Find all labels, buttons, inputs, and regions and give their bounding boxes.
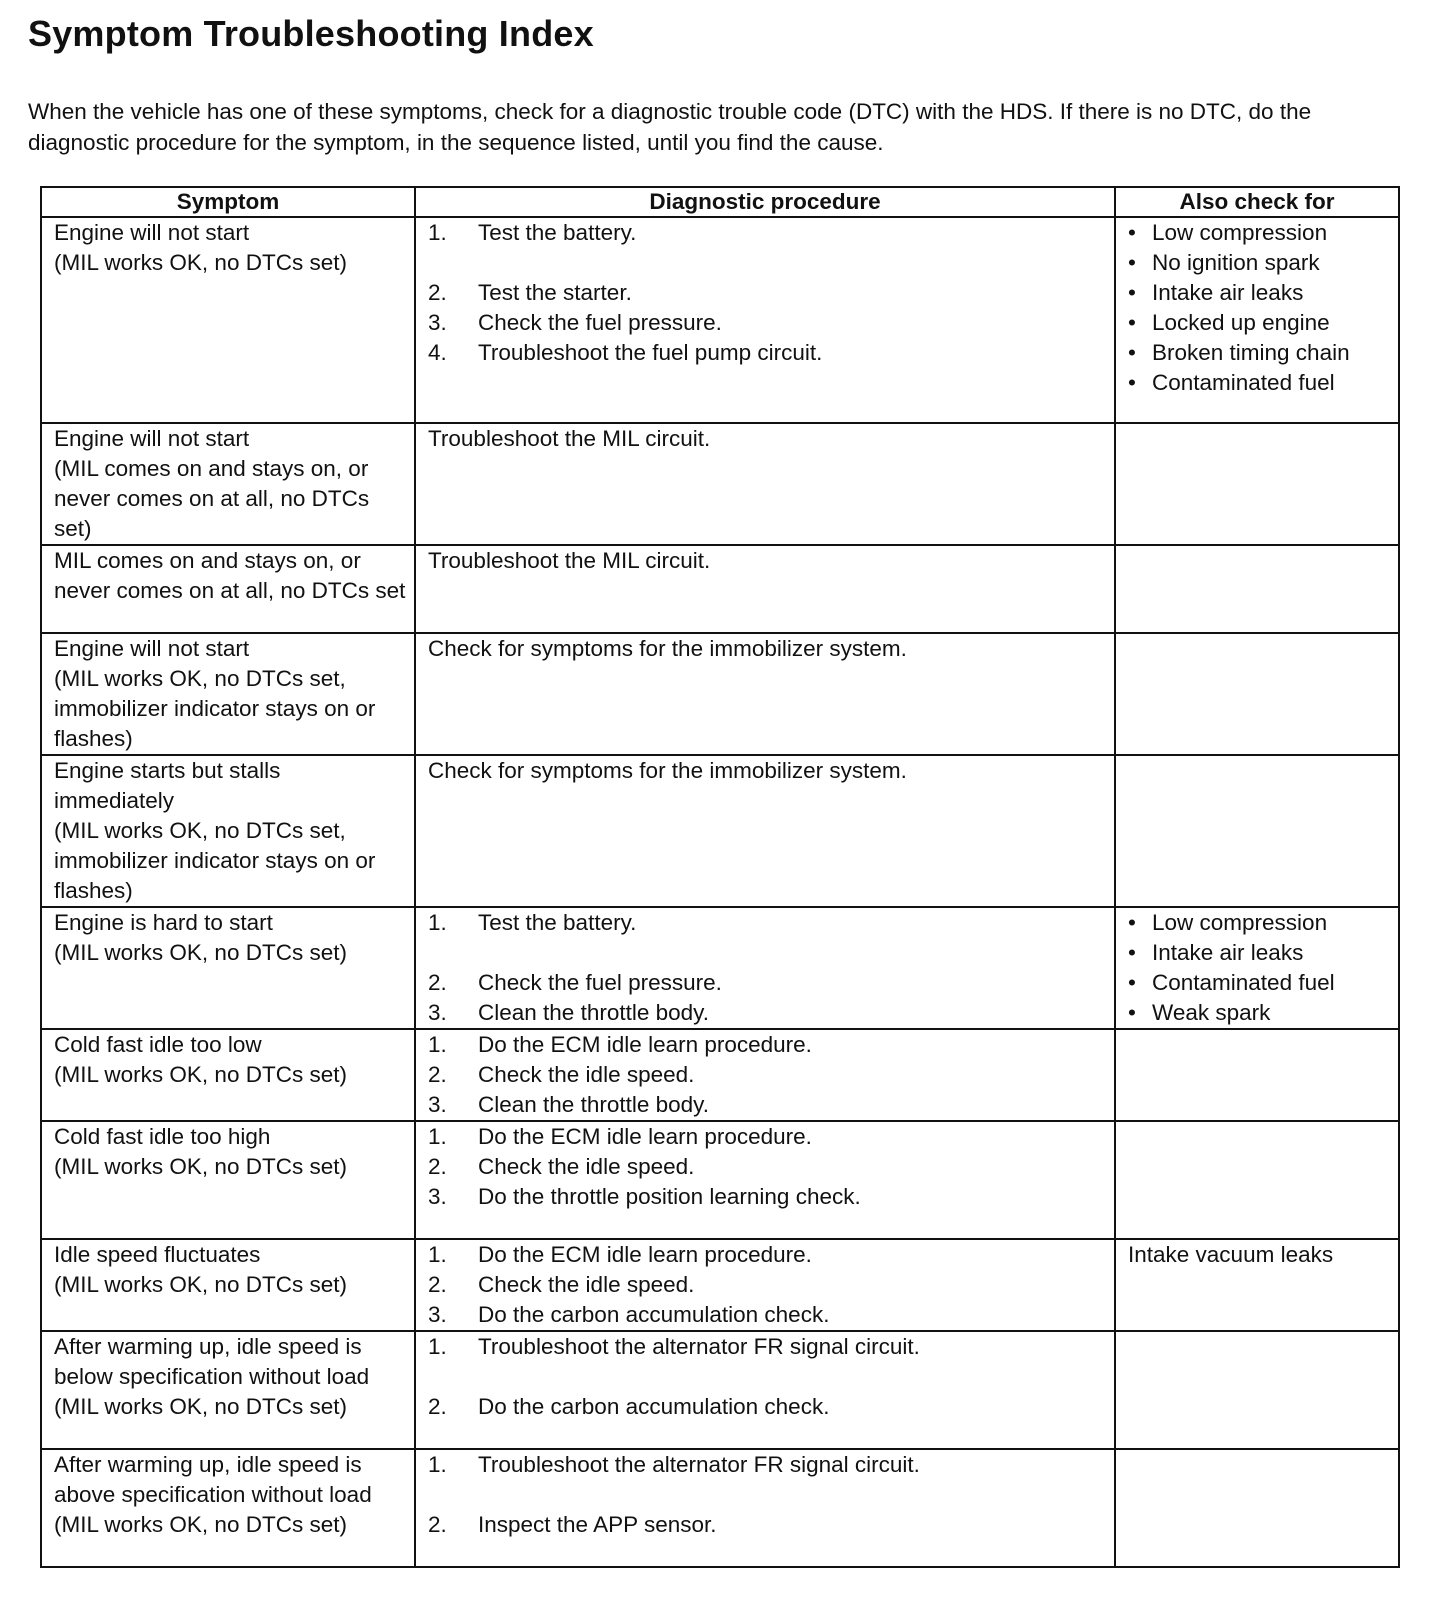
- step-number: 3.: [428, 1000, 447, 1025]
- symptom-text: Idle speed fluctuates (MIL works OK, no DTCs set): [54, 1242, 347, 1297]
- also-check-item: [1128, 218, 1390, 248]
- also-check-cell: [1115, 1029, 1399, 1121]
- procedure-cell: [415, 545, 1115, 633]
- bullet-icon: •: [1128, 220, 1136, 245]
- symptom-cell: [41, 545, 415, 633]
- bullet-icon: •: [1128, 310, 1136, 335]
- step-number: 1.: [428, 220, 447, 245]
- also-check-cell: [1115, 1449, 1399, 1567]
- symptom-cell: [41, 633, 415, 755]
- symptom-cell: [41, 1331, 415, 1449]
- step-text: Clean the throttle body.: [478, 1092, 709, 1117]
- symptom-text: Engine will not start (MIL works OK, no DTCs set, immobilizer indicator stays on or flashes): [54, 636, 376, 751]
- also-check-item: [1128, 968, 1390, 998]
- procedure-step: [428, 1392, 1106, 1422]
- also-check-cell: [1115, 423, 1399, 545]
- also-check-item: [1128, 938, 1390, 968]
- step-text: Check the idle speed.: [478, 1062, 695, 1087]
- procedure-cell: [415, 423, 1115, 545]
- header-diagnostic-procedure: Diagnostic procedure: [415, 187, 1115, 217]
- symptom-text: MIL comes on and stays on, or never comes on at all, no DTCs set: [54, 548, 406, 603]
- also-check-cell: [1115, 217, 1399, 423]
- procedure-steps: [428, 1030, 1106, 1120]
- table-row: [41, 1239, 1399, 1331]
- procedure-cell: [415, 1239, 1115, 1331]
- procedure-step: [428, 1030, 1106, 1060]
- also-check-text: Low compression: [1152, 910, 1328, 935]
- bullet-icon: •: [1128, 970, 1136, 995]
- also-check-item: [1128, 998, 1390, 1028]
- procedure-steps: [428, 1450, 1106, 1540]
- also-check-text: Intake vacuum leaks: [1128, 1242, 1334, 1267]
- also-check-cell: [1115, 1121, 1399, 1239]
- procedure-step: [428, 1152, 1106, 1182]
- table-row: [41, 423, 1399, 545]
- step-text: Check the idle speed.: [478, 1272, 695, 1297]
- procedure-step: [428, 1270, 1106, 1300]
- step-number: 1.: [428, 1032, 447, 1057]
- intro-paragraph: When the vehicle has one of these symptoms, check for a diagnostic trouble code (DTC) with the HDS. If there is no DTC, do the diagnostic procedure for the symptom, in the sequence listed, until you find the cause.: [28, 99, 1312, 155]
- procedure-step: [428, 968, 1106, 998]
- step-text: Do the ECM idle learn procedure.: [478, 1242, 812, 1267]
- step-text: Inspect the APP sensor.: [478, 1512, 717, 1537]
- symptom-text: Engine will not start (MIL works OK, no DTCs set): [54, 220, 347, 275]
- symptom-cell: [41, 1121, 415, 1239]
- step-text: Test the starter.: [478, 280, 632, 305]
- procedure-steps: [428, 218, 1106, 368]
- table-header-row: [41, 187, 1399, 217]
- table-row: [41, 545, 1399, 633]
- symptom-text: Cold fast idle too low (MIL works OK, no DTCs set): [54, 1032, 347, 1087]
- procedure-cell: [415, 217, 1115, 423]
- step-text: Do the ECM idle learn procedure.: [478, 1124, 812, 1149]
- procedure-text: Troubleshoot the MIL circuit.: [428, 548, 711, 573]
- symptom-table: [40, 186, 1400, 1568]
- step-number: 3.: [428, 1302, 447, 1327]
- step-number: 2.: [428, 1062, 447, 1087]
- procedure-cell: [415, 907, 1115, 1029]
- procedure-step: [428, 218, 1106, 248]
- symptom-cell: [41, 907, 415, 1029]
- step-number: 3.: [428, 310, 447, 335]
- procedure-text: Check for symptoms for the immobilizer system.: [428, 758, 907, 783]
- header-symptom: Symptom: [41, 187, 415, 217]
- procedure-cell: [415, 755, 1115, 907]
- symptom-text: Engine is hard to start (MIL works OK, no DTCs set): [54, 910, 347, 965]
- procedure-steps: [428, 1240, 1106, 1330]
- step-number: 1.: [428, 1124, 447, 1149]
- symptom-cell: [41, 1449, 415, 1567]
- table-row: [41, 755, 1399, 907]
- symptom-cell: [41, 423, 415, 545]
- procedure-cell: [415, 1331, 1115, 1449]
- procedure-step: [428, 1090, 1106, 1120]
- step-text: Do the throttle position learning check.: [478, 1184, 861, 1209]
- step-number: 2.: [428, 1154, 447, 1179]
- table-row: [41, 1449, 1399, 1567]
- step-number: 4.: [428, 340, 447, 365]
- also-check-list: [1128, 218, 1390, 398]
- symptom-cell: [41, 217, 415, 423]
- step-number: 1.: [428, 1334, 447, 1359]
- procedure-step: [428, 1240, 1106, 1270]
- step-number: 2.: [428, 1272, 447, 1297]
- symptom-text: After warming up, idle speed is above specification without load (MIL works OK, no DTCs set): [54, 1452, 372, 1537]
- table-row: [41, 1121, 1399, 1239]
- procedure-cell: [415, 1449, 1115, 1567]
- also-check-text: Weak spark: [1152, 1000, 1271, 1025]
- table-row: [41, 633, 1399, 755]
- also-check-item: [1128, 278, 1390, 308]
- step-text: Test the battery.: [478, 910, 637, 935]
- step-number: 1.: [428, 910, 447, 935]
- symptom-cell: [41, 1029, 415, 1121]
- procedure-step: [428, 1450, 1106, 1480]
- table-row: [41, 217, 1399, 423]
- step-text: Check the fuel pressure.: [478, 970, 722, 995]
- also-check-text: Broken timing chain: [1152, 340, 1350, 365]
- also-check-text: Intake air leaks: [1152, 940, 1304, 965]
- symptom-cell: [41, 755, 415, 907]
- symptom-text: After warming up, idle speed is below specification without load (MIL works OK, no DTCs set): [54, 1334, 370, 1419]
- also-check-item: [1128, 368, 1390, 398]
- step-text: Do the carbon accumulation check.: [478, 1302, 830, 1327]
- step-number: 3.: [428, 1184, 447, 1209]
- table-row: [41, 1029, 1399, 1121]
- step-text: Clean the throttle body.: [478, 1000, 709, 1025]
- also-check-cell: [1115, 755, 1399, 907]
- bullet-icon: •: [1128, 910, 1136, 935]
- procedure-cell: [415, 1029, 1115, 1121]
- also-check-cell: [1115, 545, 1399, 633]
- step-text: Troubleshoot the alternator FR signal circuit.: [478, 1334, 920, 1359]
- bullet-icon: •: [1128, 370, 1136, 395]
- procedure-steps: [428, 1122, 1106, 1212]
- symptom-cell: [41, 1239, 415, 1331]
- procedure-text: Troubleshoot the MIL circuit.: [428, 426, 711, 451]
- procedure-text: Check for symptoms for the immobilizer system.: [428, 636, 907, 661]
- bullet-icon: •: [1128, 1000, 1136, 1025]
- procedure-cell: [415, 1121, 1115, 1239]
- step-text: Troubleshoot the fuel pump circuit.: [478, 340, 823, 365]
- step-text: Do the ECM idle learn procedure.: [478, 1032, 812, 1057]
- procedure-step: [428, 1182, 1106, 1212]
- symptom-text: Engine will not start (MIL comes on and stays on, or never comes on at all, no DTCs set): [54, 426, 370, 541]
- also-check-cell: [1115, 907, 1399, 1029]
- step-number: 2.: [428, 280, 447, 305]
- procedure-step: [428, 998, 1106, 1028]
- step-number: 1.: [428, 1452, 447, 1477]
- also-check-cell: [1115, 633, 1399, 755]
- step-text: Test the battery.: [478, 220, 637, 245]
- also-check-item: [1128, 908, 1390, 938]
- step-number: 2.: [428, 1394, 447, 1419]
- procedure-step: [428, 1300, 1106, 1330]
- procedure-step: [428, 308, 1106, 338]
- symptom-text: Engine starts but stalls immediately (MIL works OK, no DTCs set, immobilizer indicator stays on or flashes): [54, 758, 376, 903]
- also-check-item: [1128, 338, 1390, 368]
- bullet-icon: •: [1128, 340, 1136, 365]
- also-check-cell: [1115, 1331, 1399, 1449]
- bullet-icon: •: [1128, 940, 1136, 965]
- also-check-list: [1128, 908, 1390, 1028]
- bullet-icon: •: [1128, 250, 1136, 275]
- procedure-steps: [428, 908, 1106, 1028]
- also-check-item: [1128, 248, 1390, 278]
- procedure-step: [428, 338, 1106, 368]
- step-number: 2.: [428, 970, 447, 995]
- page-title: Symptom Troubleshooting Index: [28, 13, 594, 54]
- bullet-icon: •: [1128, 280, 1136, 305]
- also-check-text: Contaminated fuel: [1152, 970, 1335, 995]
- step-number: 2.: [428, 1512, 447, 1537]
- procedure-steps: [428, 1332, 1106, 1422]
- procedure-step: [428, 1510, 1106, 1540]
- header-also-check-for: Also check for: [1115, 187, 1399, 217]
- also-check-text: Low compression: [1152, 220, 1328, 245]
- also-check-text: No ignition spark: [1152, 250, 1320, 275]
- table-row: [41, 907, 1399, 1029]
- step-number: 3.: [428, 1092, 447, 1117]
- also-check-cell: [1115, 1239, 1399, 1331]
- procedure-cell: [415, 633, 1115, 755]
- symptom-text: Cold fast idle too high (MIL works OK, no DTCs set): [54, 1124, 347, 1179]
- procedure-step: [428, 1060, 1106, 1090]
- table-row: [41, 1331, 1399, 1449]
- step-text: Do the carbon accumulation check.: [478, 1394, 830, 1419]
- also-check-item: [1128, 308, 1390, 338]
- step-number: 1.: [428, 1242, 447, 1267]
- procedure-step: [428, 908, 1106, 938]
- procedure-step: [428, 278, 1106, 308]
- also-check-text: Intake air leaks: [1152, 280, 1304, 305]
- procedure-step: [428, 1122, 1106, 1152]
- step-text: Check the idle speed.: [478, 1154, 695, 1179]
- procedure-step: [428, 1332, 1106, 1362]
- step-text: Check the fuel pressure.: [478, 310, 722, 335]
- step-text: Troubleshoot the alternator FR signal circuit.: [478, 1452, 920, 1477]
- also-check-text: Contaminated fuel: [1152, 370, 1335, 395]
- also-check-text: Locked up engine: [1152, 310, 1330, 335]
